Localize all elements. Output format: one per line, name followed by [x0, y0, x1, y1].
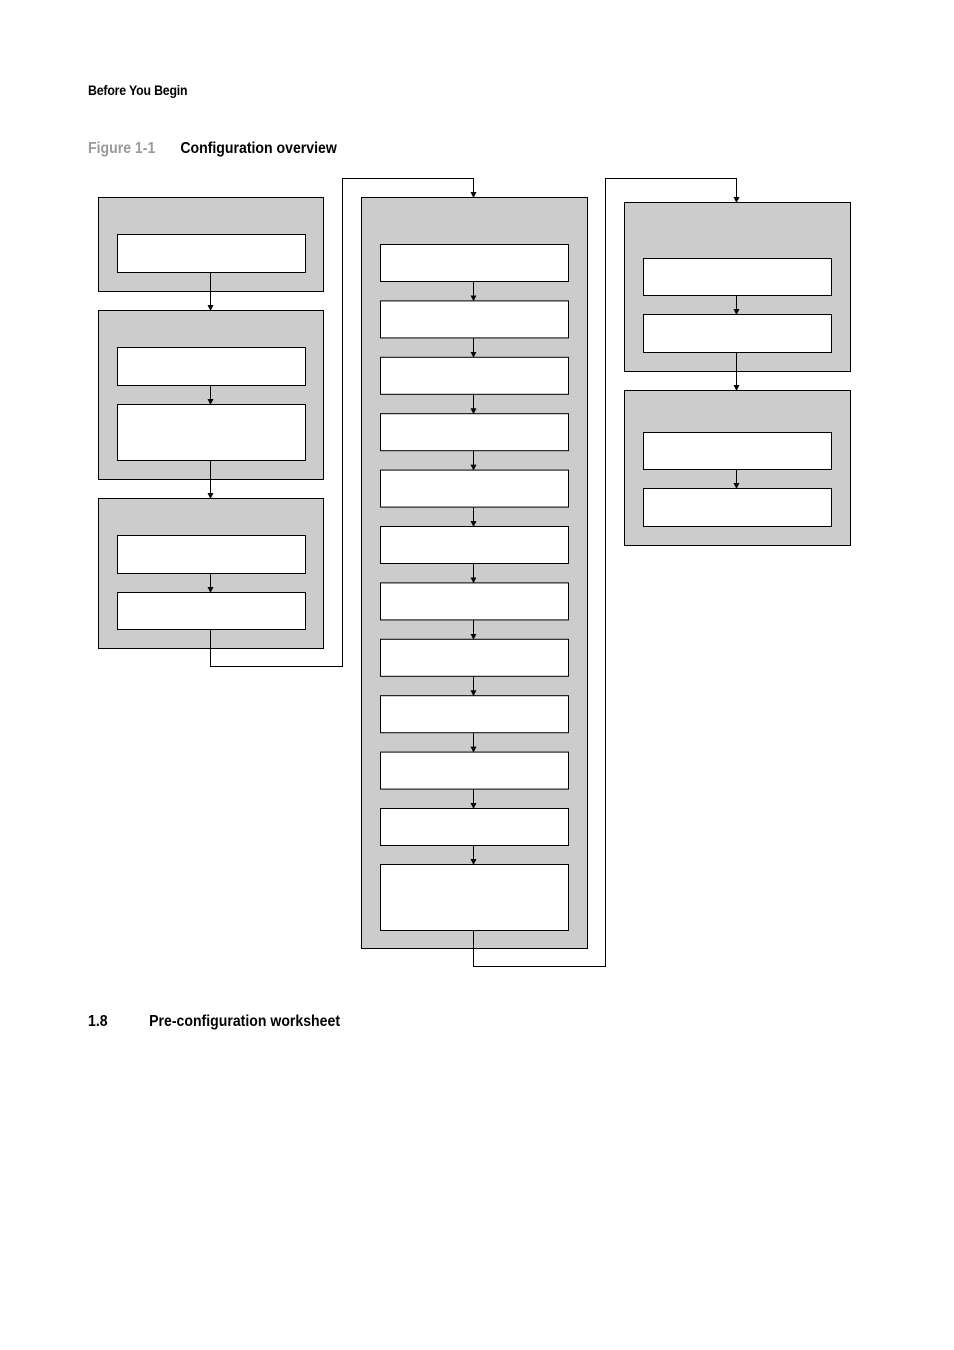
step-box	[381, 809, 569, 846]
section-title: Pre-configuration worksheet	[149, 1013, 341, 1030]
step-box	[118, 593, 306, 630]
step-box	[118, 348, 306, 386]
step-box	[644, 315, 832, 353]
step-box	[644, 433, 832, 470]
step-box	[381, 752, 569, 789]
step-box	[381, 583, 569, 620]
figure-title: Configuration overview	[180, 140, 337, 157]
section-number: 1.8	[88, 1013, 108, 1030]
step-box	[381, 639, 569, 676]
running-header: Before You Begin	[88, 82, 188, 98]
section-heading	[88, 1013, 340, 1031]
step-box	[381, 245, 569, 282]
step-box	[381, 301, 569, 338]
step-box	[118, 536, 306, 574]
step-box	[381, 696, 569, 733]
step-box	[644, 489, 832, 527]
step-box	[381, 470, 569, 507]
step-box	[381, 865, 569, 931]
step-box	[381, 357, 569, 394]
figure-number: Figure 1-1	[88, 140, 156, 157]
step-box	[118, 405, 306, 461]
step-box	[118, 235, 306, 273]
step-box	[644, 259, 832, 296]
step-box	[381, 414, 569, 451]
step-box	[381, 527, 569, 564]
